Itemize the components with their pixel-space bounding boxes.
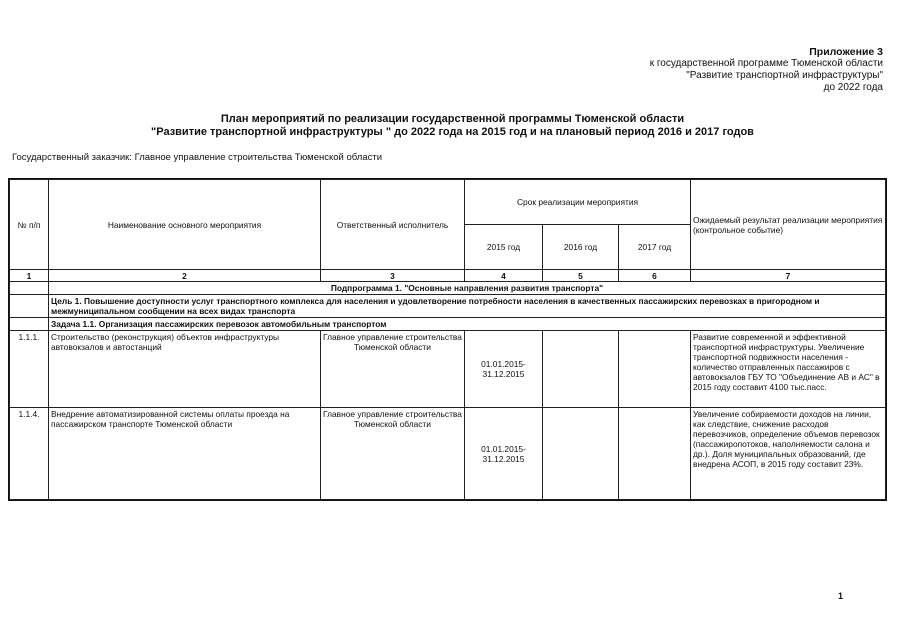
header-2017: 2017 год — [619, 225, 691, 270]
row-2017 — [619, 331, 691, 408]
column-number: 2 — [49, 270, 321, 282]
appendix-block — [553, 46, 883, 94]
row-number: 1.1.1. — [10, 331, 49, 408]
row-2017 — [619, 408, 691, 500]
document-title — [0, 113, 905, 139]
column-number: 3 — [321, 270, 465, 282]
row-result: Развитие современной и эффективной транспортной инфраструктуры. Увеличение транспортной подвижности населения - количество отправленных пассажиров с автовокзалов ГБУ ТО "Объединение АВ и АС" в 2015 году составит 4100 тыс.пасс. — [691, 331, 886, 408]
header-executor: Ответственный исполнитель — [321, 180, 465, 270]
row-2015: 01.01.2015-31.12.2015 — [465, 331, 543, 408]
column-numbers-row — [10, 270, 886, 282]
row-2016 — [543, 408, 619, 500]
subprogram-row: Подпрограмма 1. "Основные направления развития транспорта" — [49, 282, 886, 295]
table-row — [10, 331, 886, 408]
goal-row: Цель 1. Повышение доступности услуг транспортного комплекса для населения и удовлетворение потребности населения в качественных пассажирских перевозках в пригородном и межмуниципальном сообщении на всех видах транспорта — [49, 295, 886, 318]
appendix-line: к государственной программе Тюменской области — [649, 58, 883, 69]
document-title-line: План мероприятий по реализации государственной программы Тюменской области — [220, 113, 685, 125]
header-2016: 2016 год — [543, 225, 619, 270]
header-name: Наименование основного мероприятия — [49, 180, 321, 270]
column-number: 6 — [619, 270, 691, 282]
appendix-line: до 2022 года — [823, 82, 883, 93]
table-row — [10, 408, 886, 500]
state-customer: Государственный заказчик: Главное управление строительства Тюменской области — [12, 152, 383, 163]
row-name: Строительство (реконструкция) объектов инфраструктуры автовокзалов и автостанций — [49, 331, 321, 408]
header-period: Срок реализации мероприятия — [465, 180, 691, 225]
column-number: 4 — [465, 270, 543, 282]
row-executor: Главное управление строительства Тюменской области — [321, 331, 465, 408]
column-number: 5 — [543, 270, 619, 282]
header-result: Ожидаемый результат реализации мероприятия (контрольное событие) — [691, 180, 886, 270]
row-result: Увеличение собираемости доходов на линии, как следствие, снижение расходов перевозчиков, определение объемов перевозок (пассажиропотоков, наполняемости салона и др.). Доля муниципальных образований, где внедрена АСОП, в 2015 году составит 23%. — [691, 408, 886, 500]
header-num: № п/п — [10, 180, 49, 270]
appendix-line: "Развитие транспортной инфраструктуры" — [686, 70, 883, 81]
row-executor: Главное управление строительства Тюменской области — [321, 408, 465, 500]
task-row: Задача 1.1. Организация пассажирских перевозок автомобильным транспортом — [49, 318, 886, 331]
header-2015: 2015 год — [465, 225, 543, 270]
row-number: 1.1.4. — [10, 408, 49, 500]
row-name: Внедрение автоматизированной системы оплаты проезда на пассажирском транспорте Тюменской области — [49, 408, 321, 500]
row-2015: 01.01.2015-31.12.2015 — [465, 408, 543, 500]
column-number: 1 — [10, 270, 49, 282]
page-number: 1 — [837, 591, 843, 601]
appendix-title: Приложение 3 — [809, 46, 883, 58]
document-title-line: "Развитие транспортной инфраструктуры " до 2022 года на 2015 год и на плановый период 2016 и 2017 годов — [151, 126, 754, 138]
column-number: 7 — [691, 270, 886, 282]
row-2016 — [543, 331, 619, 408]
plan-table — [8, 178, 887, 501]
